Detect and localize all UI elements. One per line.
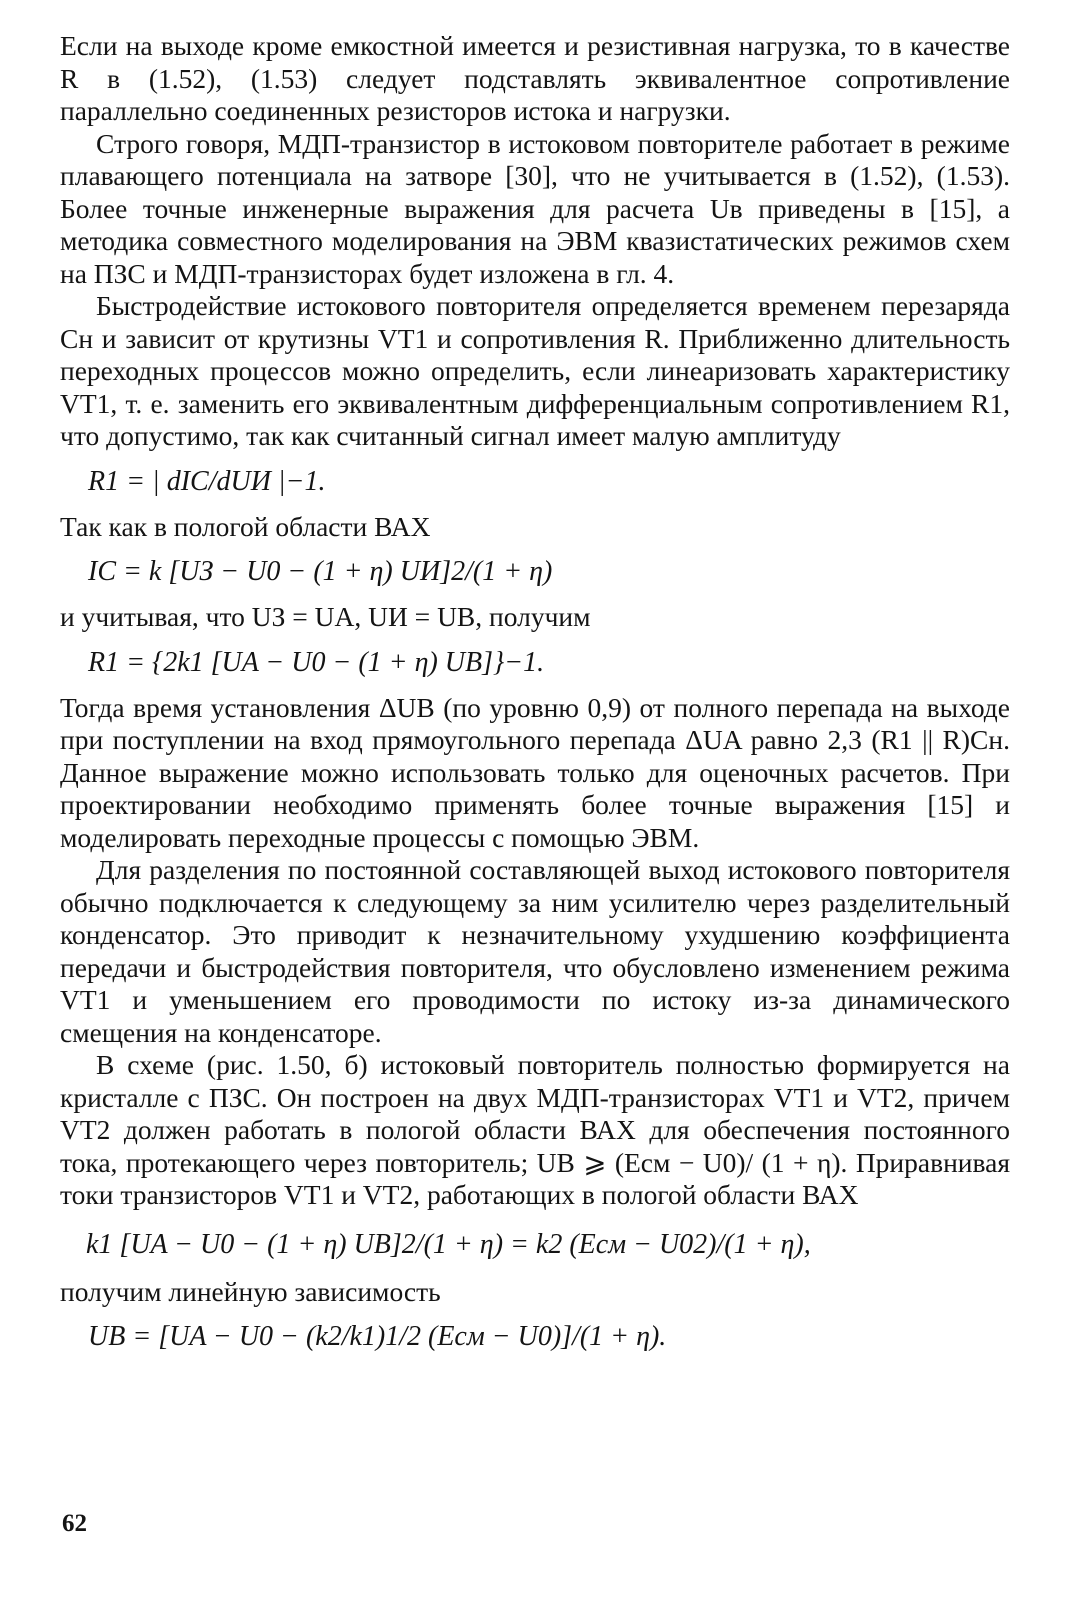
paragraph-1: Если на выходе кроме емкостной имеется и резистивная нагрузка, то в качестве R в (1.52), (1.53) следует подставлять эквивалентное сопротивление параллельно соединенных резисторов истока и нагрузки. [60,30,1010,126]
paragraph-2: Строго говоря, МДП-транзистор в истоковом повторителе работает в режиме плавающего потенциала на затворе [30], что не учитывается в (1.52), (1.53). Более точные инженерные выражения для расчета Uв приведены в [15], а методика совместного моделирования на ЭВМ квазистатических режимов схем на ПЗС и МДП-транзисторах будет изложена в гл. 4. [60,127,1010,289]
formula-r1-result: R1 = {2k1 [UA − U0 − (1 + η) UB]}−1. [88,646,545,678]
paragraph-7: Для разделения по постоянной составляющей выход истокового повторителя обычно подключается к следующему за ним усилителю через разделительный конденсатор. Это приводит к незначительному ухудшению коэффициента передачи и быстродействия повторителя, что обусловлено изменением режима VT1 и уменьшением его проводимости по истоку из-за динамического смещения на конденсаторе. [60,854,1010,1048]
paragraph-8: В схеме (рис. 1.50, б) истоковый повторитель полностью формируется на кристалле с ПЗС. Он построен на двух МДП-транзисторах VT1 и VT2, причем VT2 должен работать в пологой области ВАХ для обеспечения постоянного тока, протекающего через повторитель; UB ⩾ (Eсм − U0)/ (1 + η). Приравнивая токи транзисторов VT1 и VT2, работающих в пологой области ВАХ [60,1049,1010,1210]
formula-current-balance: k1 [UA − U0 − (1 + η) UB]2/(1 + η) = k2 (Eсм − U02)/(1 + η), [86,1228,811,1260]
paragraph-4: Так как в пологой области ВАХ [60,510,431,542]
paragraph-5: и учитывая, что UЗ = UA, UИ = UB, получим [60,601,591,632]
formula-linear-dependence: UB = [UA − U0 − (k2/k1)1/2 (Eсм − U0)]/(1 + η). [88,1321,667,1352]
formula-differential-resistance: R1 = | dIC/dUИ |−1. [88,465,326,497]
paragraph-6: Тогда время установления ΔUB (по уровню 0,9) от полного перепада на выходе при поступлении на вход прямоугольного перепада ΔUA равно 2,3 (R1 || R)Cн. Данное выражение можно использовать только для оценочных расчетов. При проектировании необходимо применять более точные выражения [15] и моделировать переходные процессы с помощью ЭВМ. [60,691,1010,853]
paragraph-9: получим линейную зависимость [60,1275,441,1307]
paragraph-3: Быстродействие истокового повторителя определяется временем перезаряда Cн и зависит от крутизны VT1 и сопротивления R. Приближенно длительность переходных процессов можно определить, если линеаризовать характеристику VT1, т. е. заменить его эквивалентным дифференциальным сопротивлением R1, что допустимо, так как считанный сигнал имеет малую амплитуду [60,290,1010,451]
page-number: 62 [62,1510,87,1537]
formula-drain-current: IC = k [UЗ − U0 − (1 + η) UИ]2/(1 + η) [88,556,553,587]
page-body [60,30,1010,1366]
